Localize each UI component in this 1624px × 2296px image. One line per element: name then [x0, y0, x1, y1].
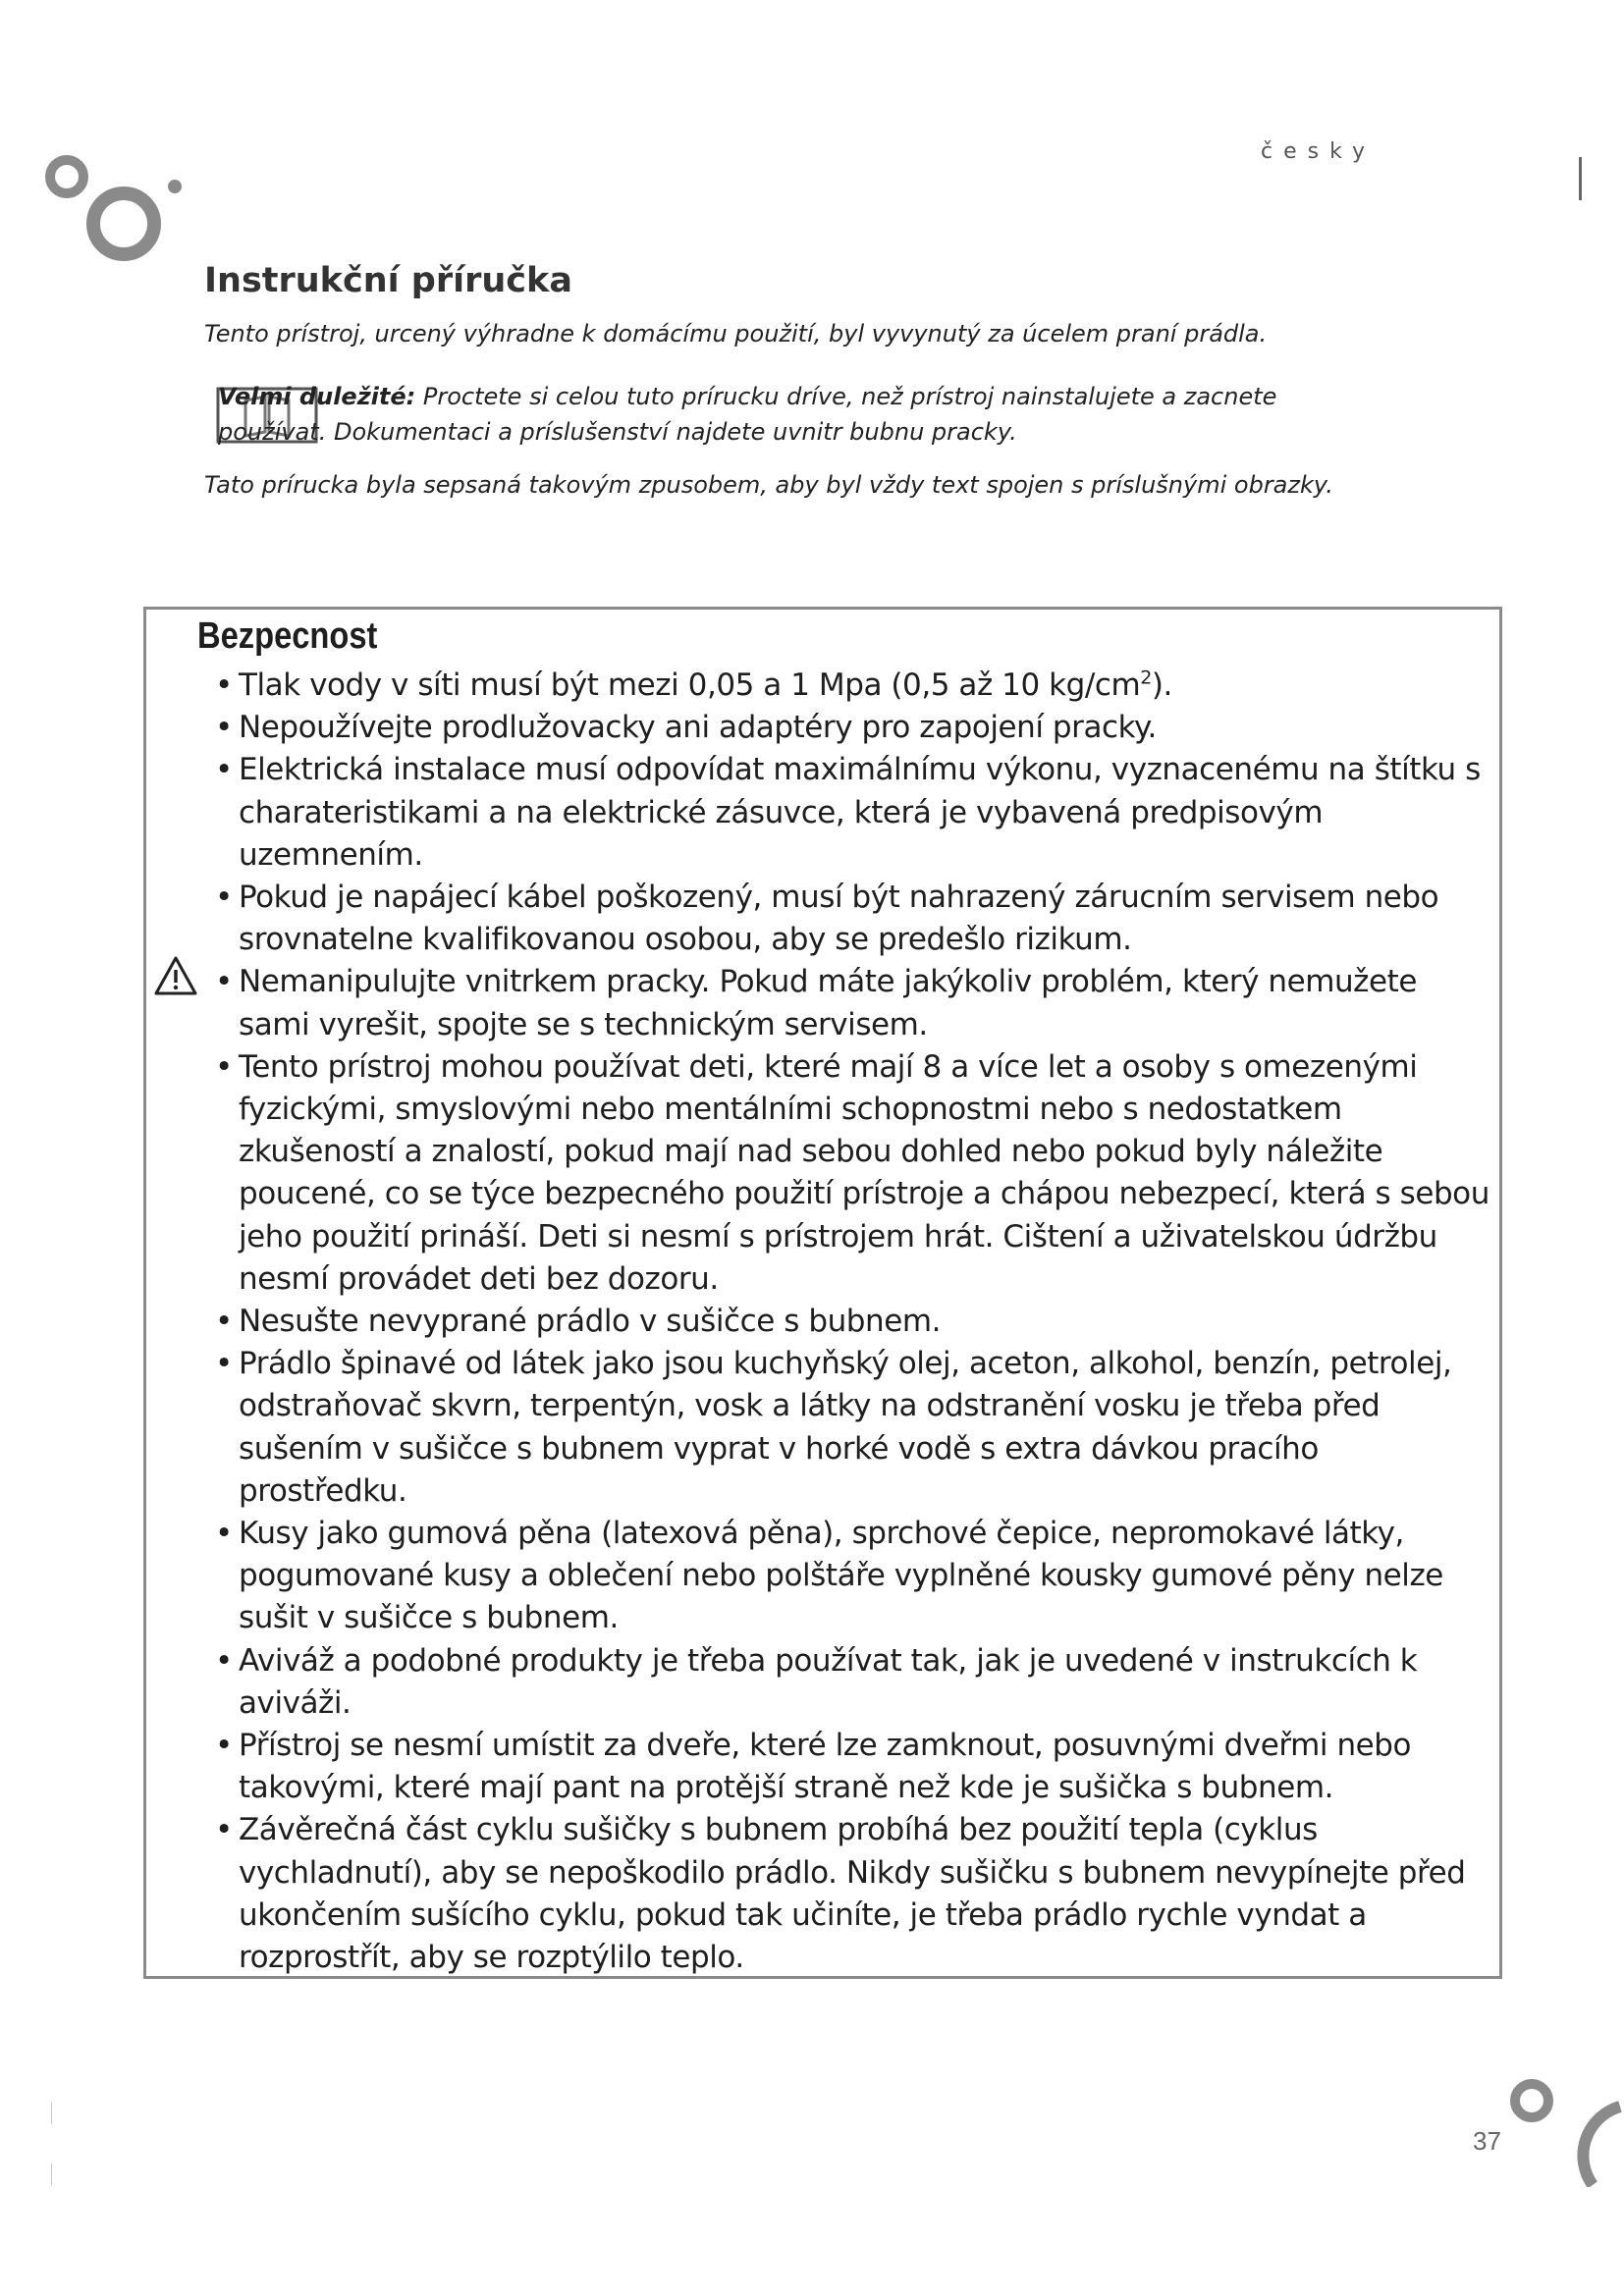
safety-item: • Nepoužívejte prodlužovacky ani adaptéry pro zapojení pracky. [215, 707, 1491, 749]
safety-item: • Aviváž a podobné produkty je třeba používat tak, jak je uvedené v instrukcích k aviváži. [215, 1640, 1491, 1725]
brand-circles-logo [1485, 2069, 1624, 2187]
page-edge-mark [1579, 157, 1582, 200]
safety-item: • Prádlo špinavé od látek jako jsou kuchyňský olej, aceton, alkohol, benzín, petrolej, odstraňovač skvrn, terpentýn, vosk a látky na odstranění vosku je třeba před sušením v sušičce s bubnem vyprat v horké vodě s extra dávkou pracího prostředku. [215, 1343, 1491, 1513]
margin-mark [51, 2103, 52, 2124]
safety-item: • Závěrečná část cyklu sušičky s bubnem probíhá bez použití tepla (cyklus vychladnutí), aby se nepoškodilo prádlo. Nikdy sušičku s bubnem nevypínejte před ukončením sušícího cyklu, pokud tak učiníte, je třeba prádlo rychle vyndat a rozprostřít, aby se rozptýlilo teplo. [215, 1809, 1491, 1979]
intro-text: Tento prístroj, urcený výhradne k domácímu použití, byl vyvynutý za úcelem praní prádla. [204, 320, 1268, 347]
pressure-text: Tlak vody v síti musí být mezi 0,05 a 1 Mpa (0,5 až 10 kg/cm [239, 667, 1141, 703]
safety-item-pressure [215, 665, 1491, 707]
safety-item: • Tento prístroj mohou používat deti, které mají 8 a více let a osoby s omezenými fyzickými, smyslovými nebo mentálními schopnostmi nebo s nedostatkem zkušeností a znalostí, pokud mají nad sebou dohled nebo pokud byly náležite poucené, co se týce bezpecného použití prístroje a chápou nebezpecí, která s sebou jeho použití prináší. Deti si nesmí s prístrojem hrát. Cištení a uživatelskou údržbu nesmí provádet deti bez dozoru. [215, 1046, 1491, 1301]
safety-section [143, 607, 1502, 1979]
page-number: 37 [1473, 2126, 1501, 2156]
important-notice [218, 379, 1367, 450]
important-text: Proctete si celou tuto prírucku dríve, než prístroj nainstalujete a zacnete používat. Dokumentaci a príslušenství najdete uvnitr bubnu pracky. [218, 383, 1277, 446]
safety-item: • Elektrická instalace musí odpovídat maximálnímu výkonu, vyznacenému na štítku s charateristikami a na elektrické zásuvce, která je vybavená predpisovým uzemnením. [215, 749, 1491, 877]
note-text: Tato prírucka byla sepsaná takovým zpusobem, aby byl vždy text spojen s príslušnými obrazky. [204, 471, 1333, 499]
language-label: česky [1261, 139, 1377, 164]
safety-item: • Přístroj se nesmí umístit za dveře, které lze zamknout, posuvnými dveřmi nebo takovými, které mají pant na protější straně než kde je sušička s bubnem. [215, 1725, 1491, 1809]
safety-title: Bezpecnost [197, 615, 378, 657]
margin-mark [51, 2163, 52, 2185]
safety-item: • Nesušte nevyprané prádlo v sušičce s bubnem. [215, 1301, 1491, 1343]
safety-item: • Pokud je napájecí kábel poškozený, musí být nahrazený zárucním servisem nebo srovnatelne kvalifikovanou osobou, aby se predešlo rizikum. [215, 877, 1491, 961]
important-label: Velmi duležité: [218, 383, 416, 410]
brand-circles-logo [43, 143, 240, 271]
safety-item: • Kusy jako gumová pěna (latexová pěna), sprchové čepice, nepromokavé látky, pogumované kusy a oblečení nebo polštáře vyplněné kousky gumové pěny nelze sušit v sušičce s bubnem. [215, 1513, 1491, 1640]
safety-item: • Nemanipulujte vnitrkem pracky. Pokud máte jakýkoliv problém, který nemužete sami vyrešit, spojte se s technickým servisem. [215, 961, 1491, 1045]
warning-triangle-icon [154, 955, 197, 996]
pressure-superscript: 2 [1140, 667, 1152, 689]
manual-title: Instrukční příručka [204, 261, 572, 300]
safety-list [215, 665, 1491, 1979]
pressure-end: ). [1151, 667, 1172, 703]
